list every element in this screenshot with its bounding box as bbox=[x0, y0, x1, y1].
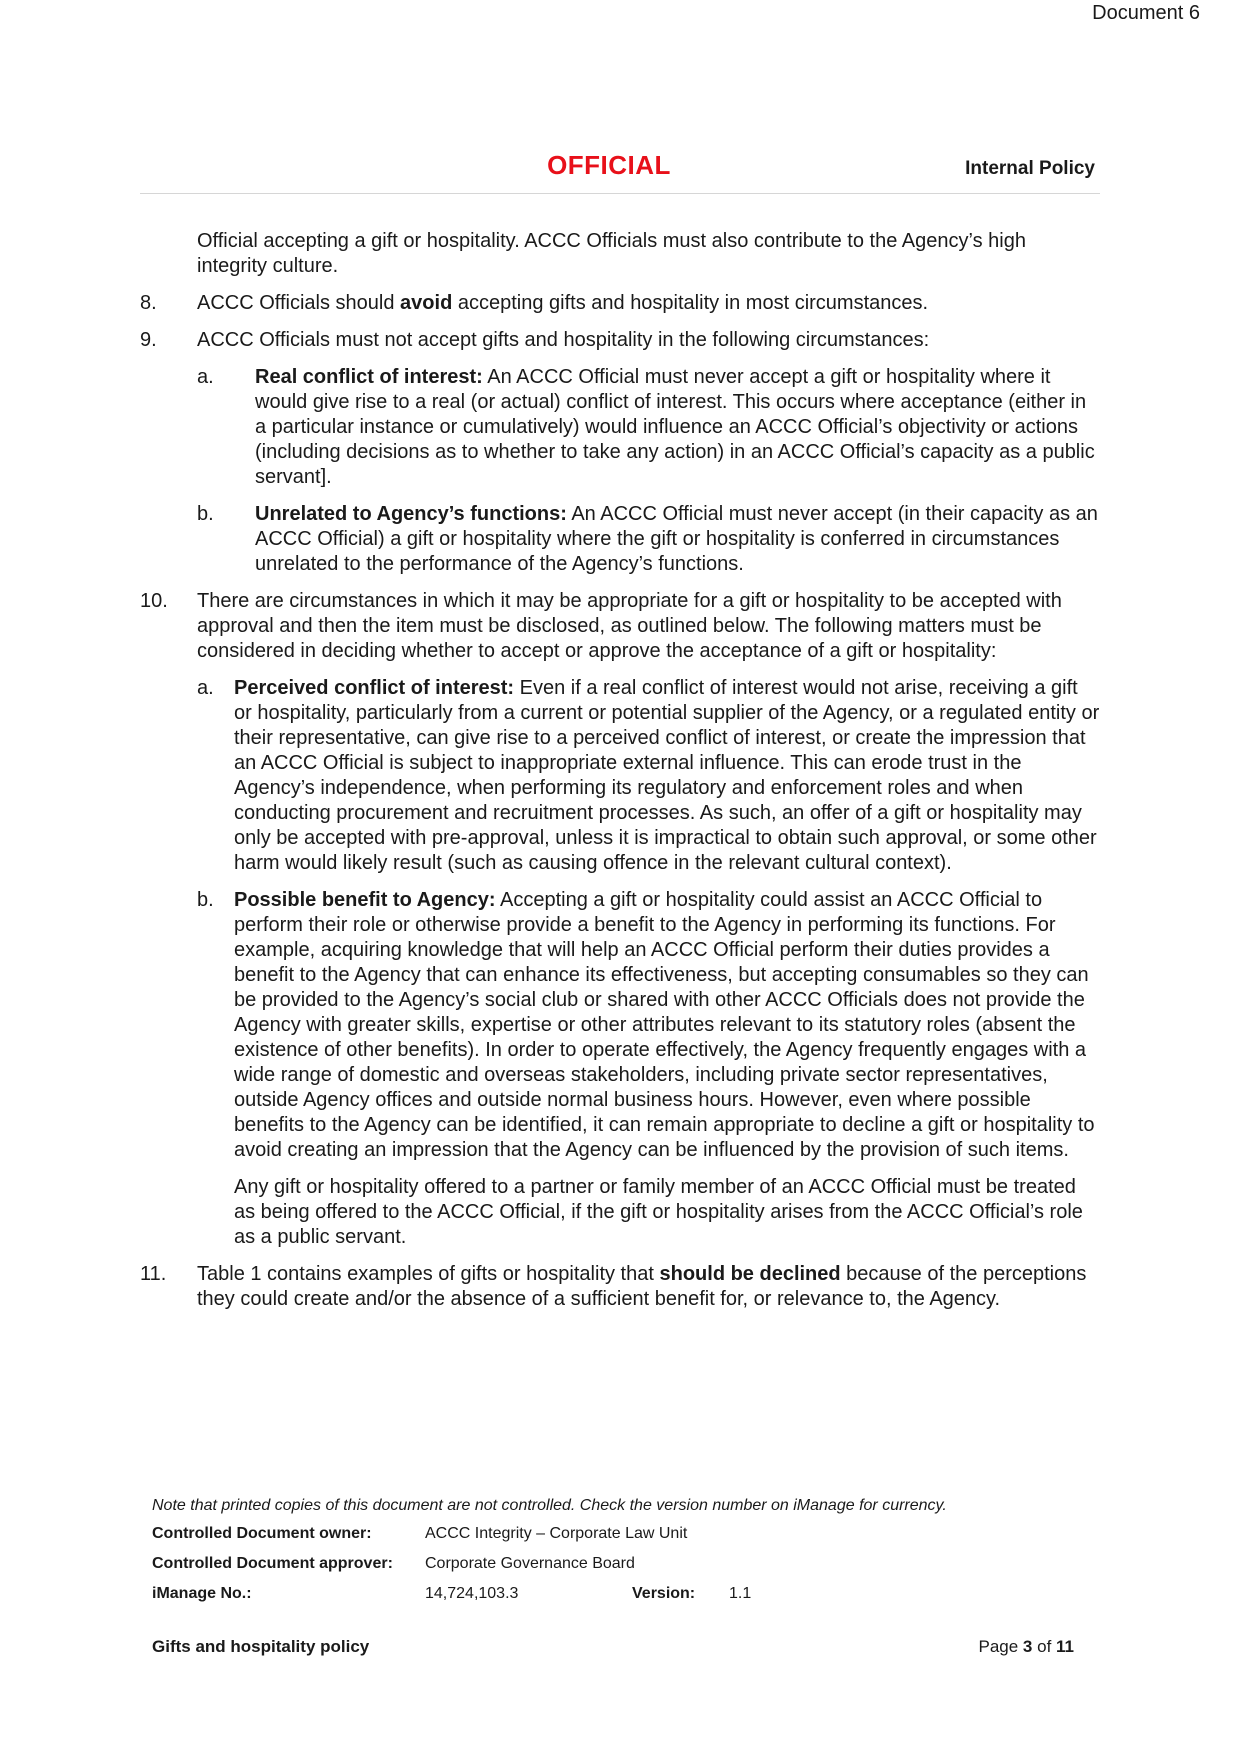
owner-value: ACCC Integrity – Corporate Law Unit bbox=[425, 1525, 688, 1542]
emphasis-text: avoid bbox=[400, 292, 453, 314]
page-prefix: Page bbox=[978, 1637, 1023, 1656]
printed-copies-note: Note that printed copies of this document are not controlled. Check the version number on iManage for currency. bbox=[152, 1497, 947, 1514]
owner-label: Controlled Document owner: bbox=[152, 1525, 372, 1542]
paragraph-text: ACCC Officials must not accept gifts and hospitality in the following circumstances: bbox=[197, 329, 930, 351]
subparagraph-letter: a. bbox=[197, 366, 214, 388]
paragraph-10 bbox=[140, 589, 1100, 664]
paragraph-text: Official accepting a gift or hospitality. ACCC Officials must also contribute to the Agency’s high integrity culture. bbox=[197, 230, 1026, 277]
version-value: 1.1 bbox=[729, 1585, 752, 1602]
page-number bbox=[978, 1637, 1074, 1657]
paragraph-11 bbox=[140, 1262, 1100, 1312]
imanage-row bbox=[152, 1585, 947, 1615]
paragraph-number: 11. bbox=[140, 1263, 167, 1285]
subparagraph-text: Even if a real conflict of interest would not arise, receiving a gift or hospitality, particularly from a current or potential supplier of the Agency, or a regulated entity or their representative, can give rise to a perceived conflict of interest, or create the impression that an ACCC Official is subject to inappropriate external influence. This can erode trust in the Agency’s independence, when performing its regulatory and enforcement roles and when conducting procurement and recruitment processes. As such, an offer of a gift or hospitality may only be accepted with pre-approval, unless it is impractical to obtain such approval, or some other harm would likely result (such as causing offence in the relevant cultural context). bbox=[234, 677, 1100, 874]
document-title: Gifts and hospitality policy bbox=[152, 1637, 370, 1656]
subparagraph-heading: Perceived conflict of interest: bbox=[234, 677, 515, 699]
paragraph-10a bbox=[140, 676, 1100, 876]
page-current: 3 bbox=[1022, 1637, 1033, 1656]
version-label: Version: bbox=[632, 1585, 696, 1602]
subparagraph-heading: Real conflict of interest: bbox=[255, 366, 483, 388]
header-divider bbox=[140, 193, 1100, 194]
subparagraph-letter: b. bbox=[197, 503, 214, 525]
paragraph-text: accepting gifts and hospitality in most circumstances. bbox=[452, 292, 929, 314]
approver-value: Corporate Governance Board bbox=[425, 1555, 635, 1572]
classification-marking: OFFICIAL bbox=[547, 150, 671, 180]
paragraph-10b bbox=[140, 888, 1100, 1163]
page-total: 11 bbox=[1056, 1637, 1074, 1656]
policy-body bbox=[140, 229, 1100, 1324]
subparagraph-text: An ACCC Official must never accept a gift or hospitality where it would give rise to a real (or actual) conflict of interest. This occurs where acceptance (either in a particular instance or cumulatively) would influence an ACCC Official’s objectivity or actions (including decisions as to whether to take any action) in an ACCC Official’s capacity as a public servant]. bbox=[255, 366, 1095, 488]
emphasis-text: should be declined bbox=[659, 1263, 841, 1285]
paragraph-text: Any gift or hospitality offered to a partner or family member of an ACCC Official must be treated as being offered to the ACCC Official, if the gift or hospitality arises from the ACCC Official’s role as a public servant. bbox=[234, 1176, 1083, 1248]
paragraph-number: 8. bbox=[140, 292, 157, 314]
page-of: of bbox=[1032, 1637, 1057, 1656]
document-number-tag: Document 6 bbox=[1092, 2, 1200, 24]
paragraph-9a bbox=[140, 365, 1100, 490]
paragraph-intro-continuation bbox=[140, 229, 1100, 279]
paragraph-10-continuation bbox=[140, 1175, 1100, 1250]
page-footer bbox=[152, 1637, 1074, 1657]
subparagraph-text: Accepting a gift or hospitality could assist an ACCC Official to perform their role or otherwise provide a benefit to the Agency in performing its functions. For example, acquiring knowledge that will help an ACCC Official perform their duties provides a benefit to the Agency that can enhance its effectiveness, but accepting consumables so they can be provided to the Agency’s social club or shared with other ACCC Officials does not provide the Agency with greater skills, expertise or other attributes relevant to its statutory roles (absent the existence of other benefits). In order to operate effectively, the Agency frequently engages with a wide range of domestic and overseas stakeholders, including private sector representatives, outside Agency offices and outside normal business hours. However, even where possible benefits to the Agency can be identified, it can remain appropriate to decline a gift or hospitality to avoid creating an impression that the Agency can be influenced by the provision of such items. bbox=[234, 889, 1095, 1161]
paragraph-text: because of the perceptions they could create and/or the absence of a sufficient benefit for, or relevance to, the Agency. bbox=[197, 1263, 1087, 1310]
paragraph-text: ACCC Officials should bbox=[197, 292, 401, 314]
paragraph-8 bbox=[140, 291, 1100, 316]
subparagraph-heading: Possible benefit to Agency: bbox=[234, 889, 496, 911]
subparagraph-letter: a. bbox=[197, 677, 214, 699]
paragraph-9b bbox=[140, 502, 1100, 577]
paragraph-number: 9. bbox=[140, 329, 157, 351]
paragraph-text: Table 1 contains examples of gifts or hospitality that bbox=[197, 1263, 660, 1285]
policy-type-label: Internal Policy bbox=[965, 158, 1095, 179]
subparagraph-text: An ACCC Official must never accept (in their capacity as an ACCC Official) a gift or hospitality where the gift or hospitality is conferred in circumstances unrelated to the performance of the Agency’s functions. bbox=[255, 503, 1098, 575]
approver-label: Controlled Document approver: bbox=[152, 1555, 393, 1572]
owner-row bbox=[152, 1525, 947, 1555]
imanage-label: iManage No.: bbox=[152, 1585, 252, 1602]
document-control-footer bbox=[152, 1497, 947, 1615]
paragraph-number: 10. bbox=[140, 590, 168, 612]
approver-row bbox=[152, 1555, 947, 1585]
paragraph-text: There are circumstances in which it may be appropriate for a gift or hospitality to be accepted with approval and then the item must be disclosed, as outlined below. The following matters must be considered in deciding whether to accept or approve the acceptance of a gift or hospitality: bbox=[197, 590, 1062, 662]
imanage-value: 14,724,103.3 bbox=[425, 1585, 519, 1602]
paragraph-9 bbox=[140, 328, 1100, 353]
subparagraph-letter: b. bbox=[197, 889, 214, 911]
subparagraph-heading: Unrelated to Agency’s functions: bbox=[255, 503, 567, 525]
